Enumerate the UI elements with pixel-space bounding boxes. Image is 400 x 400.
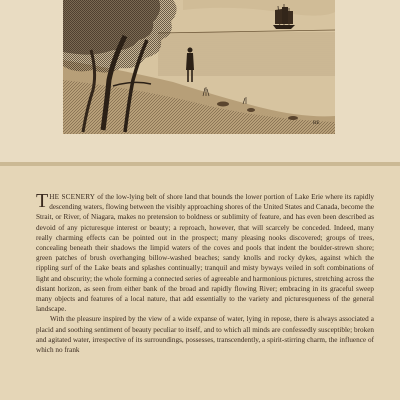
lead-in-caps: HE SCENERY	[49, 193, 96, 201]
lakeshore-engraving	[63, 0, 335, 134]
plate-page	[0, 0, 400, 162]
paragraph-1	[36, 192, 374, 314]
paragraph-2: With the pleasure inspired by the view of a wide expanse of water, lying in repose, there is always associated a placid and soothing sentiment of beauty peculiar to itself, and to which all minds are confessedly susceptible; broken and agitated water, irrespective of its surroundings, possesses, transcendently, a spirit-stirring charm, the influence of which no frank	[36, 315, 374, 355]
drop-cap: T	[36, 190, 49, 212]
engraving-illustration	[63, 0, 335, 134]
engraver-monogram: RE	[313, 121, 320, 126]
text-page	[0, 166, 400, 400]
paragraph-1-text: of the low-lying belt of shore land that bounds the lower portion of Lake Erie where its rapidly descending waters, flowing between the visibly approaching shores of the United States and Canada, become the Strait, or River, of Niagara, makes no pretension to boldness or sublimity of feature, and has even been described as devoid of any picturesque interest or beauty; a reproach, however, that will scarcely be conceded. Indeed, many really charming effects can be pointed out in the prospect; many pleasing nooks discovered; groups of trees, concealing beneath their shadows the limpid waters of the coves and pools that indent the boulder-strewn shore; green patches of brush overhanging billow-washed beaches; sandy knolls and rocky dykes, against which the rippling surf of the Lake beats and splashes continually; tranquil and misty byways veiled in soft combinations of light and obscurity; the whole forming a connected series of agreeable and harmonious pictures, stretching across the distant horizon, as seen from either bank of the broad and rapidly flowing River; embracing in its graceful sweep many objects and features of a local nature, that add essentially to the variety and picturesqueness of the general landscape.	[36, 193, 374, 314]
article-body	[36, 192, 374, 355]
